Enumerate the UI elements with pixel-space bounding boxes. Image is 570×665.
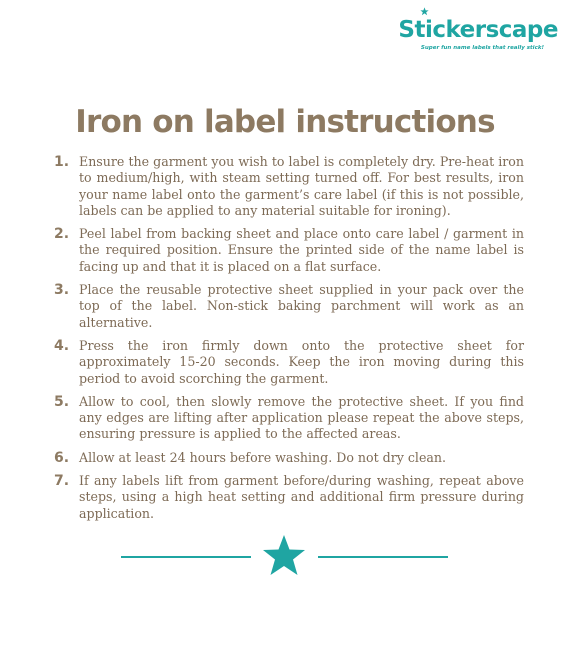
instruction-step — [54, 450, 524, 466]
step-text: Allow to cool, then slowly remove the protective sheet. If you find any edges are lifting after application please repeat the above steps, ensuring pressure is applied to the affected areas. — [79, 393, 524, 442]
logo-wordmark — [398, 16, 558, 44]
instruction-step — [54, 154, 524, 219]
divider-line-right — [318, 556, 448, 558]
logo-star-icon — [420, 7, 429, 16]
divider-line-left — [121, 556, 251, 558]
step-number: 6. — [54, 449, 70, 466]
step-number: 5. — [54, 393, 70, 410]
instruction-step — [54, 473, 524, 522]
page-title: Iron on label instructions — [75, 104, 495, 140]
step-number: 1. — [54, 154, 70, 170]
step-text: Ensure the garment you wish to label is completely dry. Pre-heat iron to medium/high, with steam setting turned off. For best results, iron your name label onto the garment’s care label (if this is not possible, labels can be applied to any material suitable for ironing). — [79, 154, 524, 218]
logo-tagline: Super fun name labels that really stick! — [420, 45, 544, 51]
step-number: 4. — [54, 337, 70, 354]
step-text: Peel label from backing sheet and place onto care label / garment in the required position. Ensure the printed side of the name label is facing up and that it is placed on a flat surface. — [79, 226, 524, 274]
instruction-step — [54, 338, 524, 387]
step-number: 7. — [54, 473, 70, 490]
instruction-step — [54, 394, 524, 443]
stickerscape-logo — [358, 16, 558, 52]
star-divider — [0, 532, 570, 582]
step-text: If any labels lift from garment before/during washing, repeat above steps, using a high heat setting and additional firm pressure during application. — [79, 473, 524, 521]
step-text: Press the iron firmly down onto the protective sheet for approximately 15-20 seconds. Keep the iron moving during this period to avoid scorching the garment. — [79, 337, 524, 386]
step-number: 2. — [54, 226, 70, 243]
step-text: Allow at least 24 hours before washing. Do not dry clean. — [79, 449, 447, 465]
star-icon — [262, 534, 306, 578]
step-number: 3. — [54, 282, 70, 299]
instruction-step — [54, 226, 524, 275]
instruction-list — [54, 154, 524, 529]
logo-name: Stickerscape — [398, 17, 558, 43]
step-text: Place the reusable protective sheet supplied in your pack over the top of the label. Non-stick baking parchment will work as an alternative. — [79, 282, 524, 330]
instruction-step — [54, 282, 524, 331]
